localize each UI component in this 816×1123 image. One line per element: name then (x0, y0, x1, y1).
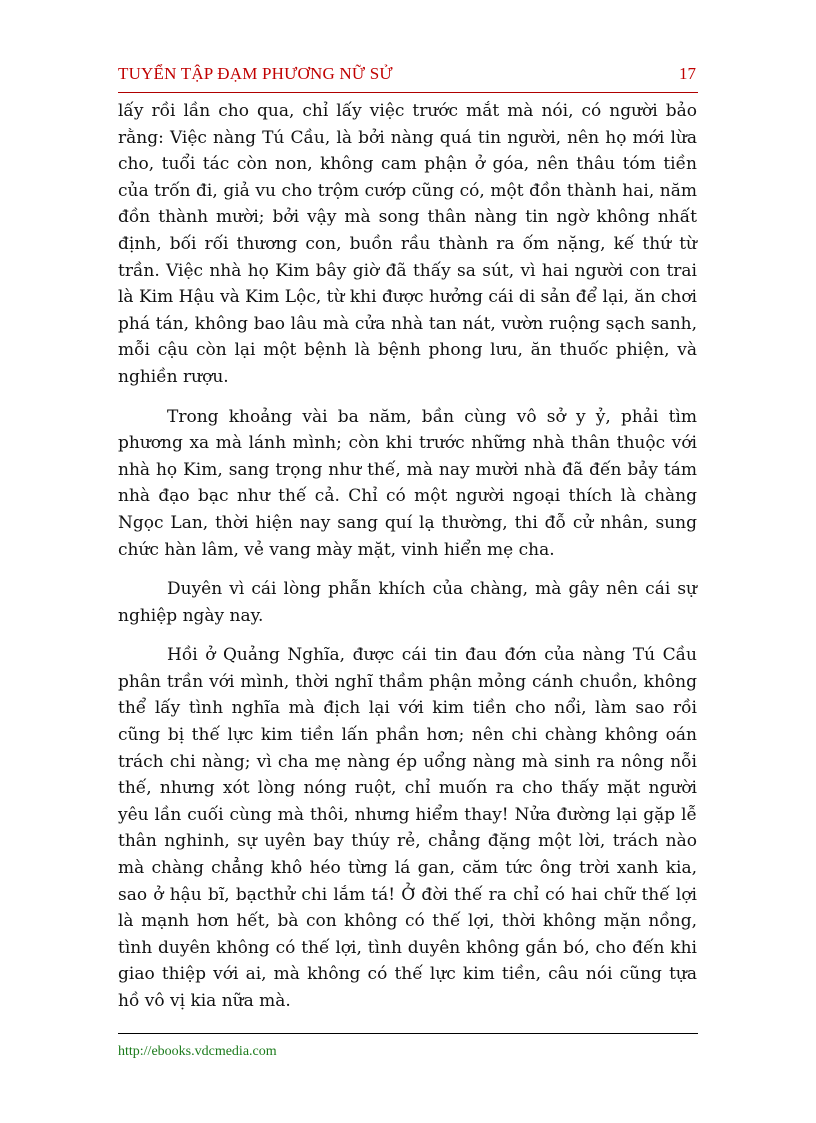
footer-link[interactable]: http://ebooks.vdcmedia.com (118, 1044, 277, 1059)
paragraph: lấy rồi lần cho qua, chỉ lấy việc trước mắt mà nói, có người bảo rằng: Việc nàng Tú Cầu, là bởi nàng quá tin người, nên họ mới lừa cho, tuổi tác còn non, không cam phận ở góa, nên thâu tóm tiền của trốn đi, giả vu cho trộm cướp cũng có, một đồn thành hai, năm đồn thành mười; bởi vậy mà song thân nàng tin ngờ không nhất định, bối rối thương con, buồn rầu thành ra ốm nặng, kế thứ từ trần. Việc nhà họ Kim bây giờ đã thấy sa sút, vì hai người con trai là Kim Hậu và Kim Lộc, từ khi được hưởng cái di sản để lại, ăn chơi phá tán, không bao lâu mà cửa nhà tan nát, vườn ruộng sạch sanh, mỗi cậu còn lại một bệnh là bệnh phong lưu, ăn thuốc phiện, và nghiền rượu. (118, 101, 697, 387)
body-text (118, 98, 697, 1028)
page-number: 17 (679, 64, 696, 83)
paragraph: Duyên vì cái lòng phẫn khích của chàng, mà gây nên cái sự nghiệp ngày nay. (118, 579, 697, 626)
book-title: TUYỂN TẬP ĐẠM PHƯƠNG NỮ SỬ (118, 64, 393, 83)
footer-divider (118, 1033, 698, 1034)
page-header (118, 60, 698, 93)
paragraph: Hồi ở Quảng Nghĩa, được cái tin đau đớn của nàng Tú Cầu phân trần với mình, thời nghĩ thầm phận mỏng cánh chuồn, không thể lấy tình nghĩa mà địch lại với kim tiền cho nổi, làm sao rồi cũng bị thế lực kim tiền lấn phần hơn; nên chi chàng không oán trách chi nàng; vì cha mẹ nàng ép uổng nàng mà sinh ra nông nỗi thế, nhưng xót lòng nóng ruột, chỉ muốn ra cho thấy mặt người yêu lần cuối cùng mà thôi, nhưng hiểm thay! Nửa đường lại gặp lễ thân nghinh, sự uyên bay thúy rẻ, chẳng đặng một lời, trách nào mà chàng chẳng khô héo từng lá gan, căm tức ông trời xanh kia, sao ở hậu bĩ, bạcthử chi lắm tá! Ở đời thế ra chỉ có hai chữ thế lợi là mạnh hơn hết, bà con không có thế lợi, thời không mặn nồng, tình duyên không có thế lợi, tình duyên không gắn bó, cho đến khi giao thiệp với ai, mà không có thế lực kim tiền, câu nói cũng tựa hồ vô vị kia nữa mà. (118, 645, 697, 1011)
paragraph: Trong khoảng vài ba năm, bần cùng vô sở y ỷ, phải tìm phương xa mà lánh mình; còn khi trước những nhà thân thuộc với nhà họ Kim, sang trọng như thế, mà nay mười nhà đã đến bảy tám nhà đạo bạc như thế cả. Chỉ có một người ngoại thích là chàng Ngọc Lan, thời hiện nay sang quí lạ thường, thi đỗ cử nhân, sung chức hàn lâm, vẻ vang mày mặt, vinh hiển mẹ cha. (118, 406, 697, 560)
